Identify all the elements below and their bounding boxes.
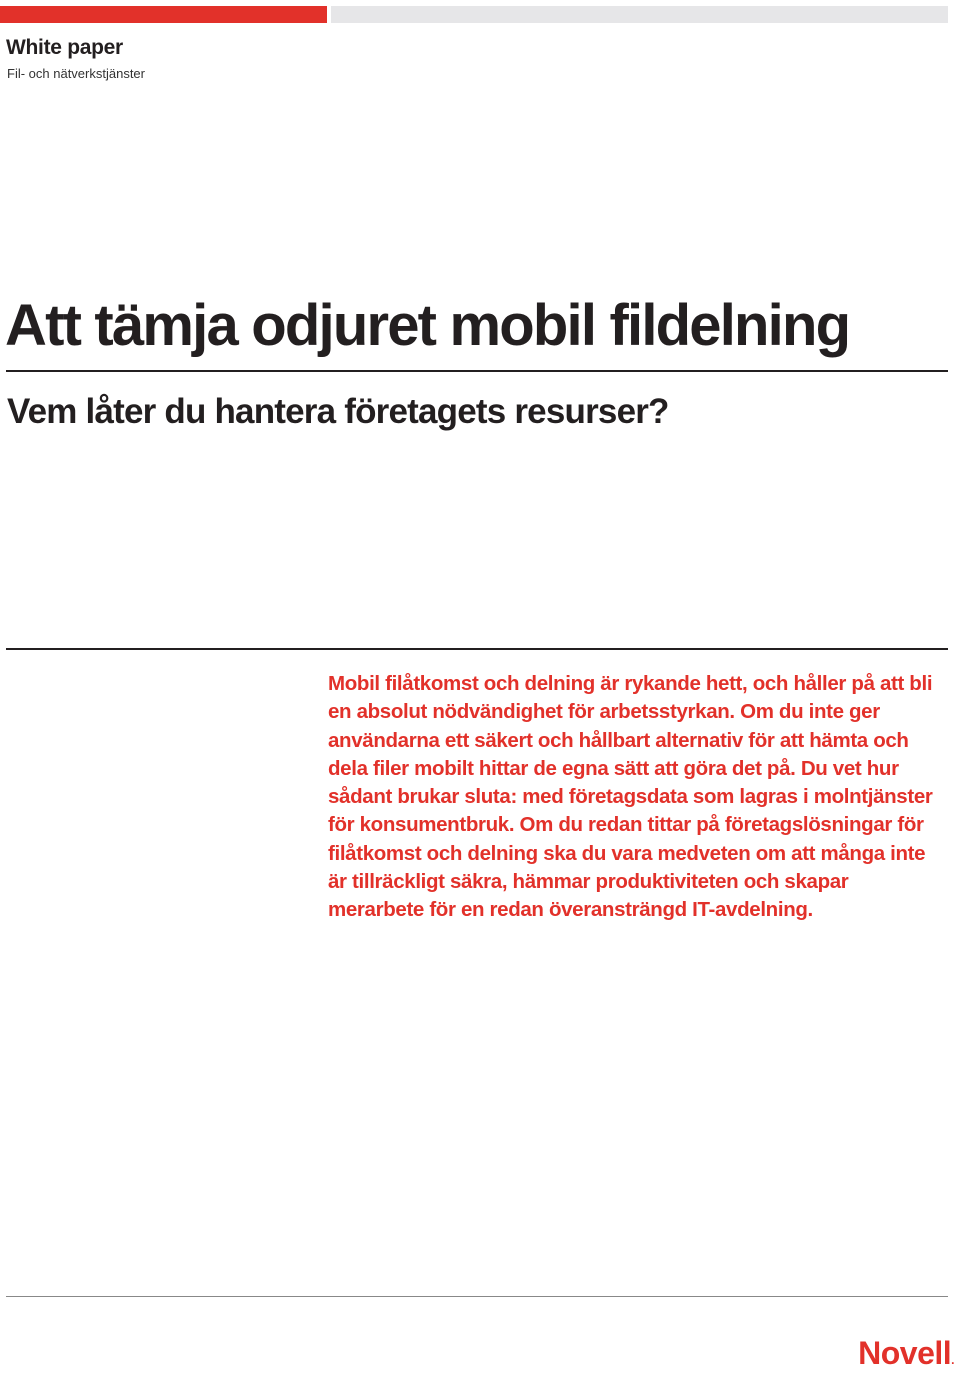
section-divider: [6, 648, 948, 650]
logo-mark: .: [951, 1353, 954, 1367]
doc-type-label: White paper: [6, 36, 123, 59]
page-subtitle: Vem låter du hantera företagets resurser?: [7, 392, 669, 431]
intro-paragraph: Mobil filåtkomst och delning är rykande hett, och håller på att bli en absolut nödvändighet för arbetsstyrkan. Om du inte ger användarna ett säkert och hållbart alternativ för att hämta och dela filer mobilt hittar de egna sätt att göra det på. Du vet hur sådant brukar sluta: med företagsdata som lagras i molntjänster för konsumentbruk. Om du redan tittar på företagslösningar för filåtkomst och delning ska du vara medveten om att många inte är tillräckligt säkra, hämmar produktiviteten och skapar merarbete för en redan överansträngd IT-avdelning.: [328, 672, 933, 922]
top-grey-bar: [331, 6, 948, 23]
top-accent-bar: [0, 6, 327, 23]
logo-text: Novell: [858, 1335, 952, 1371]
footer-divider: [6, 1296, 948, 1297]
novell-logo: [858, 1333, 954, 1380]
doc-category-label: Fil- och nätverkstjänster: [7, 66, 145, 81]
title-divider: [6, 370, 948, 372]
page-title: Att tämja odjuret mobil fildelning: [5, 293, 850, 358]
